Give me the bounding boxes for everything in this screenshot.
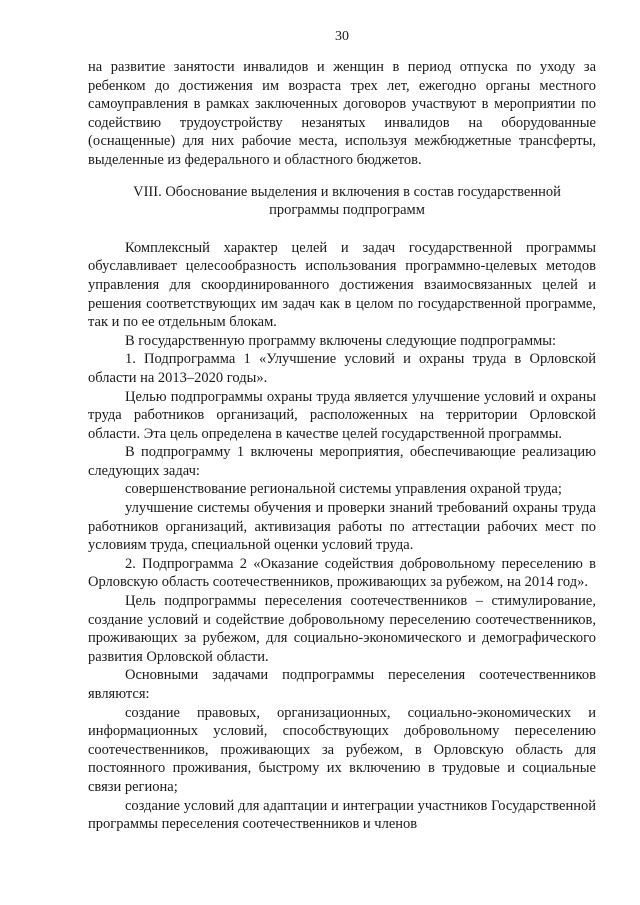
paragraph: Комплексный характер целей и задач государственной программы обуславливает целесообразность использования программно-целевых методов управления для скоординированного достижения взаимосвязанных целей и решения соответствующих им задач как в целом по государственной программе, так и по ее отдельным блокам. (88, 239, 596, 331)
paragraph: 1. Подпрограмма 1 «Улучшение условий и охраны труда в Орловской области на 2013–2020 годы». (88, 351, 596, 386)
paragraph: В подпрограмму 1 включены мероприятия, обеспечивающие реализацию следующих задач: (88, 444, 596, 479)
paragraph-continuation: на развитие занятости инвалидов и женщин в период отпуска по уходу за ребенком до достижения им возраста трех лет, ежегодно органы местного самоуправления в рамках заключенных договоров участвуют в мероприятии по содействию трудоустройству незанятых инвалидов на оборудованные (оснащенные) для них рабочие места, используя межбюджетные трансферты, выделенные из федерального и областного бюджетов. (88, 59, 596, 168)
list-item: создание условий для адаптации и интеграции участников Государственной программы переселения соотечественников и членов (88, 797, 596, 833)
list-item: создание правовых, организационных, социально-экономических и информационных условий, способствующих добровольному переселению соотечественников, проживающих за рубежом, в Орловскую область для постоянного проживания, быстрому их включению в трудовые и социальные связи региона; (88, 704, 596, 795)
section-heading: VIII. Обоснование выделения и включения в состав государственной программы подпрограмм (133, 183, 561, 219)
list-item: улучшение системы обучения и проверки знаний требований охраны труда работников организаций, активизация работы по аттестации рабочих мест по условиям труда, специальной оценки условий труда. (88, 500, 596, 554)
paragraph: 2. Подпрограмма 2 «Оказание содействия добровольному переселению в Орловскую область соотечественников, проживающих за рубежом, на 2014 год». (88, 555, 596, 591)
document-page (88, 28, 596, 834)
paragraph: В государственную программу включены следующие подпрограммы: (125, 332, 557, 349)
paragraph: Основными задачами подпрограммы переселения соотечественников являются: (88, 667, 596, 702)
paragraph: Цель подпрограммы переселения соотечественников – стимулирование, создание условий и содействие добровольному переселению соотечественников, проживающих за рубежом, для социально-экономического и демографического развития Орловской области. (88, 593, 596, 665)
paragraph: Целью подпрограммы охраны труда является улучшение условий и охраны труда работников организаций, расположенных на территории Орловской области. Эта цель определена в качестве целей государственной программы. (88, 388, 596, 442)
page-number: 30 (335, 29, 349, 44)
list-item: совершенствование региональной системы управления охраной труда; (125, 481, 562, 498)
